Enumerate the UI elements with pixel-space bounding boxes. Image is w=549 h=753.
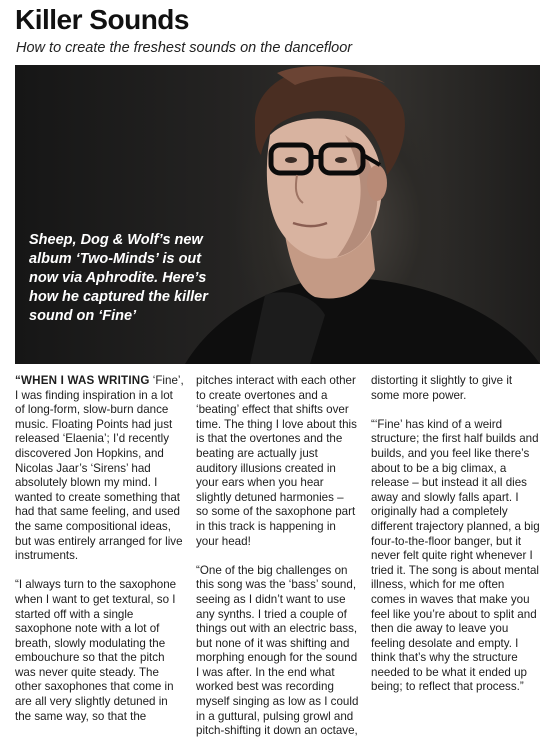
lead-in: “WHEN I WAS WRITING xyxy=(15,374,150,387)
article-paragraph: “I always turn to the saxophone when I want to get textural, so I started off with a single saxophone note with a lot of breath, slowly modulating the embouchure so that the pitch was never quite steady. The other saxophones that come in are all very slightly detuned in the same way, so that the xyxy=(15,578,177,723)
article-column-3 xyxy=(371,374,541,710)
article-column-2 xyxy=(196,374,359,753)
article-paragraph xyxy=(15,374,185,564)
artist-photo xyxy=(15,65,540,364)
paragraph-text: ‘Fine’, I was finding inspiration in a lot of long-form, slow-burn dance music. Floating Points had just released ‘Elaenia’; I’d recently discovered Jon Hopkins, and Nicolas Jaar’s ‘Sirens’ had absolutely blown my mind. I wanted to create something that had that same feeling, and used the same compositional ideas, but was entirely arranged for live instruments. xyxy=(15,374,184,563)
article-paragraph: distorting it slightly to give it some more power. xyxy=(371,374,513,402)
photo-caption: Sheep, Dog & Wolf’s new album ‘Two-Minds’ is out now via Aphrodite. Here’s how he captured the killer sound on ‘Fine’ xyxy=(29,232,208,324)
article-paragraph: “‘Fine’ has kind of a weird structure; the first half builds and builds, and you feel like there’s about to be a big climax, a release – but instead it all dies away and slowly falls apart. I originally had a completely different trajectory planned, a big four-to-the-floor banger, but it never felt quite right whenever I tried it. The song is about mental illness, which for me often comes in waves that make you feel like you’re about to split and then die away to leave you feeling desolate and empty. I think that’s why the structure needed to be what it ended up being; to reflect that process.” xyxy=(371,417,540,694)
article-paragraph: “One of the big challenges on this song was the ‘bass’ sound, seeing as I didn’t want to use any synths. I tried a couple of things out with an electric bass, but none of it was shifting and morphing enough for the sound I was after. In the end what worked best was recording myself singing as low as I could in a guttural, pulsing growl and pitch-shifting it down an octave, xyxy=(196,563,359,738)
page-subtitle: How to create the freshest sounds on the dancefloor xyxy=(16,40,353,56)
page-title: Killer Sounds xyxy=(15,4,189,35)
article-paragraph: pitches interact with each other to create overtones and a ‘beating’ effect that shifts over time. The thing I love about this is that the overtones and the beating are actually just auditory illusions created in your ears when you hear slightly detuned harmonies – so some of the saxophone part in this track is happening in your head! xyxy=(196,374,357,548)
article-column-1 xyxy=(15,374,185,739)
